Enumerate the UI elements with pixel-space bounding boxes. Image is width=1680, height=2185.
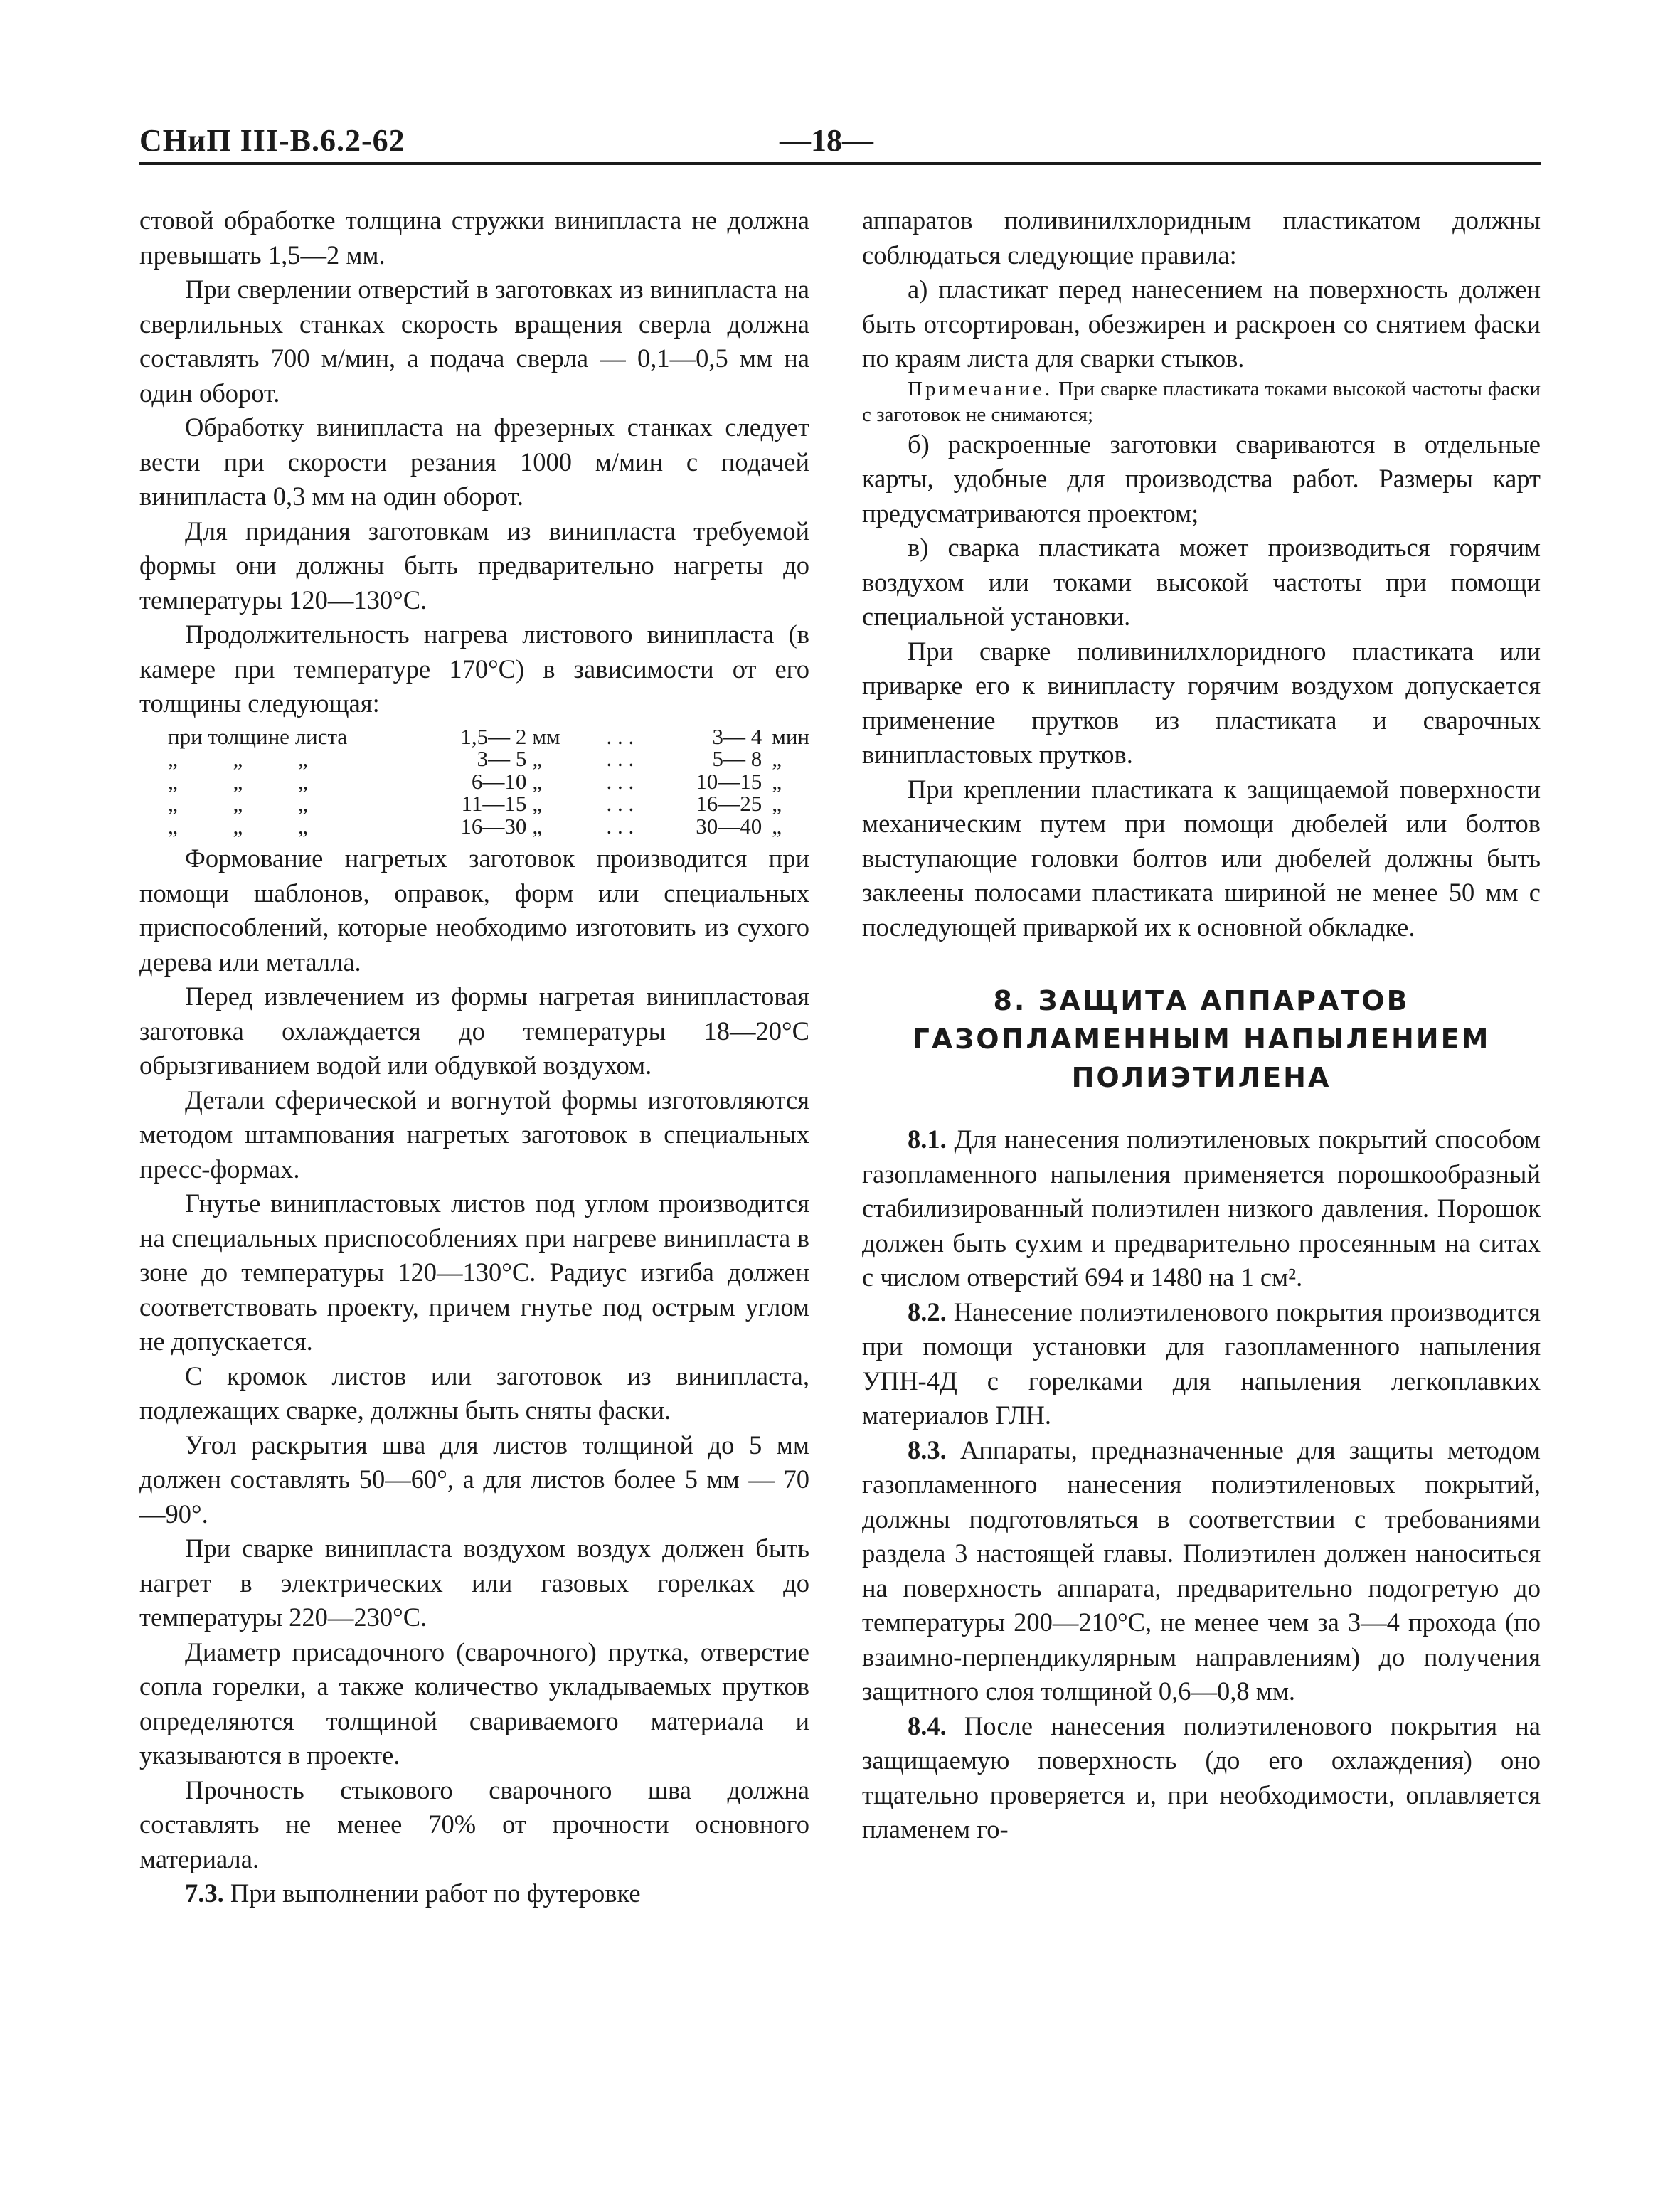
heating-row-thickness-unit: „ <box>532 746 543 771</box>
paragraph: Прочность стыкового сварочного шва должна составлять не менее 70% от прочности основного материала. <box>139 1775 809 1873</box>
clause-text: Аппараты, предназначенные для защиты методом газопламенного нанесения полиэтиленовых покрытий, должны подготовляться в соответствии с требованиями раздела 3 настоящей главы. Полиэтилен должен наноситься на поверхность аппарата, предварительно подогретую до температуры 200—210°С, не менее чем за 3—4 прохода (по взаимно-перпендикулярным направлениям) до получения защитного слоя толщиной 0,6—0,8 мм. <box>862 1435 1541 1706</box>
heating-row-label: „ „ „ <box>168 791 308 816</box>
paragraph: Детали сферической и вогнутой формы изготовляются методом штампования нагретых заготовок в специальных пресс-формах. <box>139 1085 809 1184</box>
section-heading-line: 8. ЗАЩИТА АППАРАТОВ <box>993 985 1410 1016</box>
heating-row-thickness-unit: „ <box>532 768 543 794</box>
clause-8-2 <box>862 1295 1541 1433</box>
paragraph: а) пластикат перед нанесением на поверхность должен быть отсортирован, обезжирен и раскроен со снятием фаски по краям листа для сварки стыков. <box>862 275 1541 373</box>
heating-time-table <box>139 725 809 838</box>
heating-row-time-unit: „ <box>772 813 782 839</box>
heating-row-thickness: 1,5— 2 <box>460 723 527 749</box>
heating-row <box>139 792 809 815</box>
heating-row-thickness: 11—15 <box>461 791 527 816</box>
header-rule <box>139 162 1541 165</box>
paragraph: Для придания заготовкам из винипласта требуемой формы они должны быть предварительно нагреты до температуры 120—130°С. <box>139 516 809 615</box>
paragraph: При креплении пластиката к защищаемой поверхности механическим путем при помощи дюбелей или болтов выступающие головки болтов или дюбелей должны быть заклеены полосами пластиката шириной не менее 50 мм с последующей приваркой их к основной обкладке. <box>862 774 1541 942</box>
paragraph: стовой обработке толщина стружки винипласта не должна превышать 1,5—2 мм. <box>139 206 809 270</box>
note-text: При сварке пластиката токами высокой частоты фаски с заготовок не снимаются; <box>862 377 1541 426</box>
clause-8-3 <box>862 1433 1541 1709</box>
clause-number: 8.1. <box>908 1125 947 1154</box>
heating-row-thickness-unit: мм <box>532 723 560 749</box>
heating-row-time: 10—15 <box>696 768 762 794</box>
paragraph: С кромок листов или заготовок из винипласта, подлежащих сварке, должны быть сняты фаски. <box>139 1361 809 1425</box>
heating-row-time: 30—40 <box>696 813 762 839</box>
paragraph: б) раскроенные заготовки свариваются в отдельные карты, удобные для производства работ. Размеры карт предусматриваются проектом; <box>862 429 1541 528</box>
heating-row-time: 5— 8 <box>712 746 762 771</box>
clause-number: 7.3. <box>185 1878 224 1908</box>
section-heading-line: ГАЗОПЛАМЕННЫМ НАПЫЛЕНИЕМ <box>912 1024 1491 1055</box>
heating-row <box>139 815 809 838</box>
paragraph <box>139 1876 809 1911</box>
document-code: СНиП III-В.6.2-62 <box>139 123 405 158</box>
paragraph: При сварке поливинилхлоридного пластиката или приварке его к винипласту горячим воздухом допускается применение прутков из пластиката и сварочных винипластовых прутков. <box>862 636 1541 769</box>
clause-8-1 <box>862 1122 1541 1295</box>
heating-row-label: при толщине листа <box>168 723 348 749</box>
heating-row-dots: . . . <box>606 768 634 794</box>
paragraph: Угол раскрытия шва для листов толщиной до 5 мм должен составлять 50—60°, а для листов более 5 мм — 70—90°. <box>139 1430 809 1529</box>
heating-row-label: „ „ „ <box>168 768 308 794</box>
heating-row-dots: . . . <box>606 723 634 749</box>
clause-text: После нанесения полиэтиленового покрытия на защищаемую поверхность (до его охлаждения) оно тщательно проверяется и, при необходимости, оплавляется пламенем го- <box>862 1711 1541 1844</box>
paragraph: Гнутье винипластовых листов под углом производится на специальных приспособлениях при нагреве винипласта в зоне до температуры 120—130°С. Радиус изгиба должен соответствовать проекту, причем гнутье под острым углом не допускается. <box>139 1189 809 1356</box>
heating-row <box>139 748 809 770</box>
paragraph: При сварке винипласта воздухом воздух должен быть нагрет в электрических или газовых горелках до температуры 220—230°С. <box>139 1533 809 1632</box>
heating-row-time: 16—25 <box>696 791 762 816</box>
heating-row-label: „ „ „ <box>168 813 308 839</box>
clause-text: Нанесение полиэтиленового покрытия производится при помощи установки для газопламенного напыления УПН-4Д с горелками для напыления легкоплавких материалов ГЛН. <box>862 1297 1541 1430</box>
heating-row-dots: . . . <box>606 813 634 839</box>
paragraph: Формование нагретых заготовок производится при помощи шаблонов, оправок, форм или специальных приспособлений, которые необходимо изготовить из сухого дерева или металла. <box>139 844 809 977</box>
section-heading <box>862 982 1541 1097</box>
clause-number: 8.4. <box>908 1711 947 1740</box>
note-label: Примечание. <box>908 377 1053 400</box>
heating-row <box>139 770 809 793</box>
paragraph: Диаметр присадочного (сварочного) прутка, отверстие сопла горелки, а также количество укладываемых прутков определяются толщиной свариваемого материала и указываются в проекте. <box>139 1637 809 1770</box>
paragraph: Перед извлечением из формы нагретая винипластовая заготовка охлаждается до температуры 18—20°С обрызгиванием водой или обдувкой воздухом. <box>139 982 809 1080</box>
clause-text: При выполнении работ по футеровке <box>230 1878 641 1908</box>
paragraph: в) сварка пластиката может производиться горячим воздухом или токами высокой частоты при помощи специальной установки. <box>862 533 1541 631</box>
heating-row-dots: . . . <box>606 791 634 816</box>
paragraph: аппаратов поливинилхлоридным пластикатом должны соблюдаться следующие правила: <box>862 206 1541 270</box>
clause-text: Для нанесения полиэтиленовых покрытий способом газопламенного напыления применяется порошкообразный стабилизированный полиэтилен низкого давления. Порошок должен быть сухим и предварительно просеянным на ситах с числом отверстий 694 и 1480 на 1 см². <box>862 1125 1541 1292</box>
heating-row-time-unit: мин <box>772 723 809 749</box>
paragraph: При сверлении отверстий в заготовках из винипласта на сверлильных станках скорость вращения сверла должна составлять 700 м/мин, а подача сверла — 0,1—0,5 мм на один оборот. <box>139 275 809 408</box>
heating-row-thickness-unit: „ <box>532 791 543 816</box>
heating-row-thickness: 3— 5 <box>477 746 527 771</box>
clause-number: 8.2. <box>908 1297 947 1327</box>
heating-row-thickness: 6—10 <box>471 768 527 794</box>
heating-row-time-unit: „ <box>772 791 782 816</box>
clause-number: 8.3. <box>908 1435 947 1464</box>
heating-row-label: „ „ „ <box>168 746 308 771</box>
paragraph: Продолжительность нагрева листового винипласта (в камере при температуре 170°С) в зависимости от его толщины следующая: <box>139 620 809 718</box>
heating-row-time-unit: „ <box>772 768 782 794</box>
paragraph: Обработку винипласта на фрезерных станках следует вести при скорости резания 1000 м/мин с подачей винипласта 0,3 мм на один оборот. <box>139 413 809 511</box>
clause-8-4 <box>862 1709 1541 1847</box>
heating-row-time: 3— 4 <box>712 723 762 749</box>
heating-row-time-unit: „ <box>772 746 782 771</box>
note <box>862 376 1541 427</box>
section-heading-line: ПОЛИЭТИЛЕНА <box>1071 1062 1331 1093</box>
heating-row <box>139 725 809 748</box>
left-column <box>139 203 809 1911</box>
right-column <box>862 203 1541 1847</box>
heating-row-dots: . . . <box>606 746 634 771</box>
page-number: —18— <box>780 123 873 158</box>
heating-row-thickness-unit: „ <box>532 813 543 839</box>
page-header <box>139 122 1541 165</box>
heating-row-thickness: 16—30 <box>460 813 527 839</box>
